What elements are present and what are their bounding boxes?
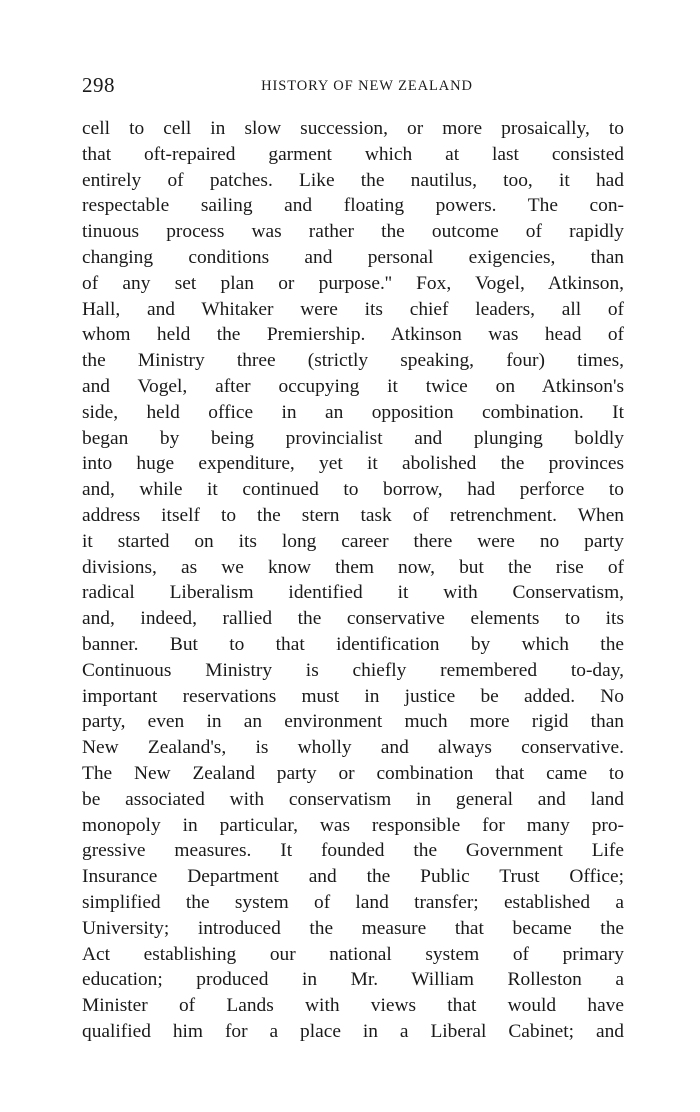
- text-line: respectable sailing and floating powers. The con-: [82, 195, 624, 217]
- text-line: qualified him for a place in a Liberal Cabinet; and: [82, 1020, 624, 1042]
- text-line: tinuous process was rather the outcome of rapidly: [82, 221, 624, 243]
- text-line: be associated with conservatism in general and land: [82, 788, 624, 810]
- page-number: 298: [82, 73, 115, 97]
- text-line: Minister of Lands with views that would have: [82, 995, 624, 1017]
- text-line: University; introduced the measure that became the: [82, 917, 624, 939]
- text-line: side, held office in an opposition combination. It: [82, 401, 624, 423]
- text-line: whom held the Premiership. Atkinson was head of: [82, 324, 624, 346]
- text-line: and Vogel, after occupying it twice on Atkinson's: [82, 375, 624, 397]
- text-line: simplified the system of land transfer; established a: [82, 891, 624, 913]
- text-line: Act establishing our national system of primary: [82, 943, 624, 965]
- text-line: divisions, as we know them now, but the rise of: [82, 556, 624, 578]
- text-line: cell to cell in slow succession, or more prosaically, to: [82, 118, 624, 139]
- text-line: monopoly in particular, was responsible for many pro-: [82, 814, 624, 836]
- text-line: it started on its long career there were no party: [82, 530, 624, 552]
- body-text: [82, 116, 624, 1045]
- text-line: party, even in an environment much more rigid than: [82, 711, 624, 733]
- text-line: important reservations must in justice be added. No: [82, 685, 624, 707]
- text-line: and, while it continued to borrow, had perforce to: [82, 479, 624, 501]
- text-line: Hall, and Whitaker were its chief leaders, all of: [82, 298, 624, 320]
- text-line: address itself to the stern task of retrenchment. When: [82, 504, 624, 526]
- text-line: that oft-repaired garment which at last consisted: [82, 143, 624, 165]
- text-line: The New Zealand party or combination that came to: [82, 762, 624, 784]
- text-line: the Ministry three (strictly speaking, four) times,: [82, 350, 624, 372]
- text-line: and, indeed, rallied the conservative elements to its: [82, 608, 624, 630]
- running-head: HISTORY OF NEW ZEALAND: [261, 78, 473, 94]
- text-line: entirely of patches. Like the nautilus, too, it had: [82, 169, 624, 191]
- text-line: New Zealand's, is wholly and always conservative.: [82, 737, 624, 759]
- text-line: banner. But to that identification by which the: [82, 633, 624, 655]
- text-line: radical Liberalism identified it with Conservatism,: [82, 582, 624, 604]
- text-line: Continuous Ministry is chiefly remembered to-day,: [82, 659, 624, 681]
- text-line: into huge expenditure, yet it abolished the provinces: [82, 453, 624, 475]
- text-line: education; produced in Mr. William Rolleston a: [82, 969, 624, 991]
- text-line: changing conditions and personal exigencies, than: [82, 246, 624, 268]
- page-header: [82, 70, 624, 100]
- text-line: gressive measures. It founded the Government Life: [82, 840, 624, 862]
- text-line: Insurance Department and the Public Trust Office;: [82, 866, 624, 888]
- text-line: began by being provincialist and plunging boldly: [82, 427, 624, 449]
- text-line: of any set plan or purpose.'' Fox, Vogel, Atkinson,: [82, 272, 624, 294]
